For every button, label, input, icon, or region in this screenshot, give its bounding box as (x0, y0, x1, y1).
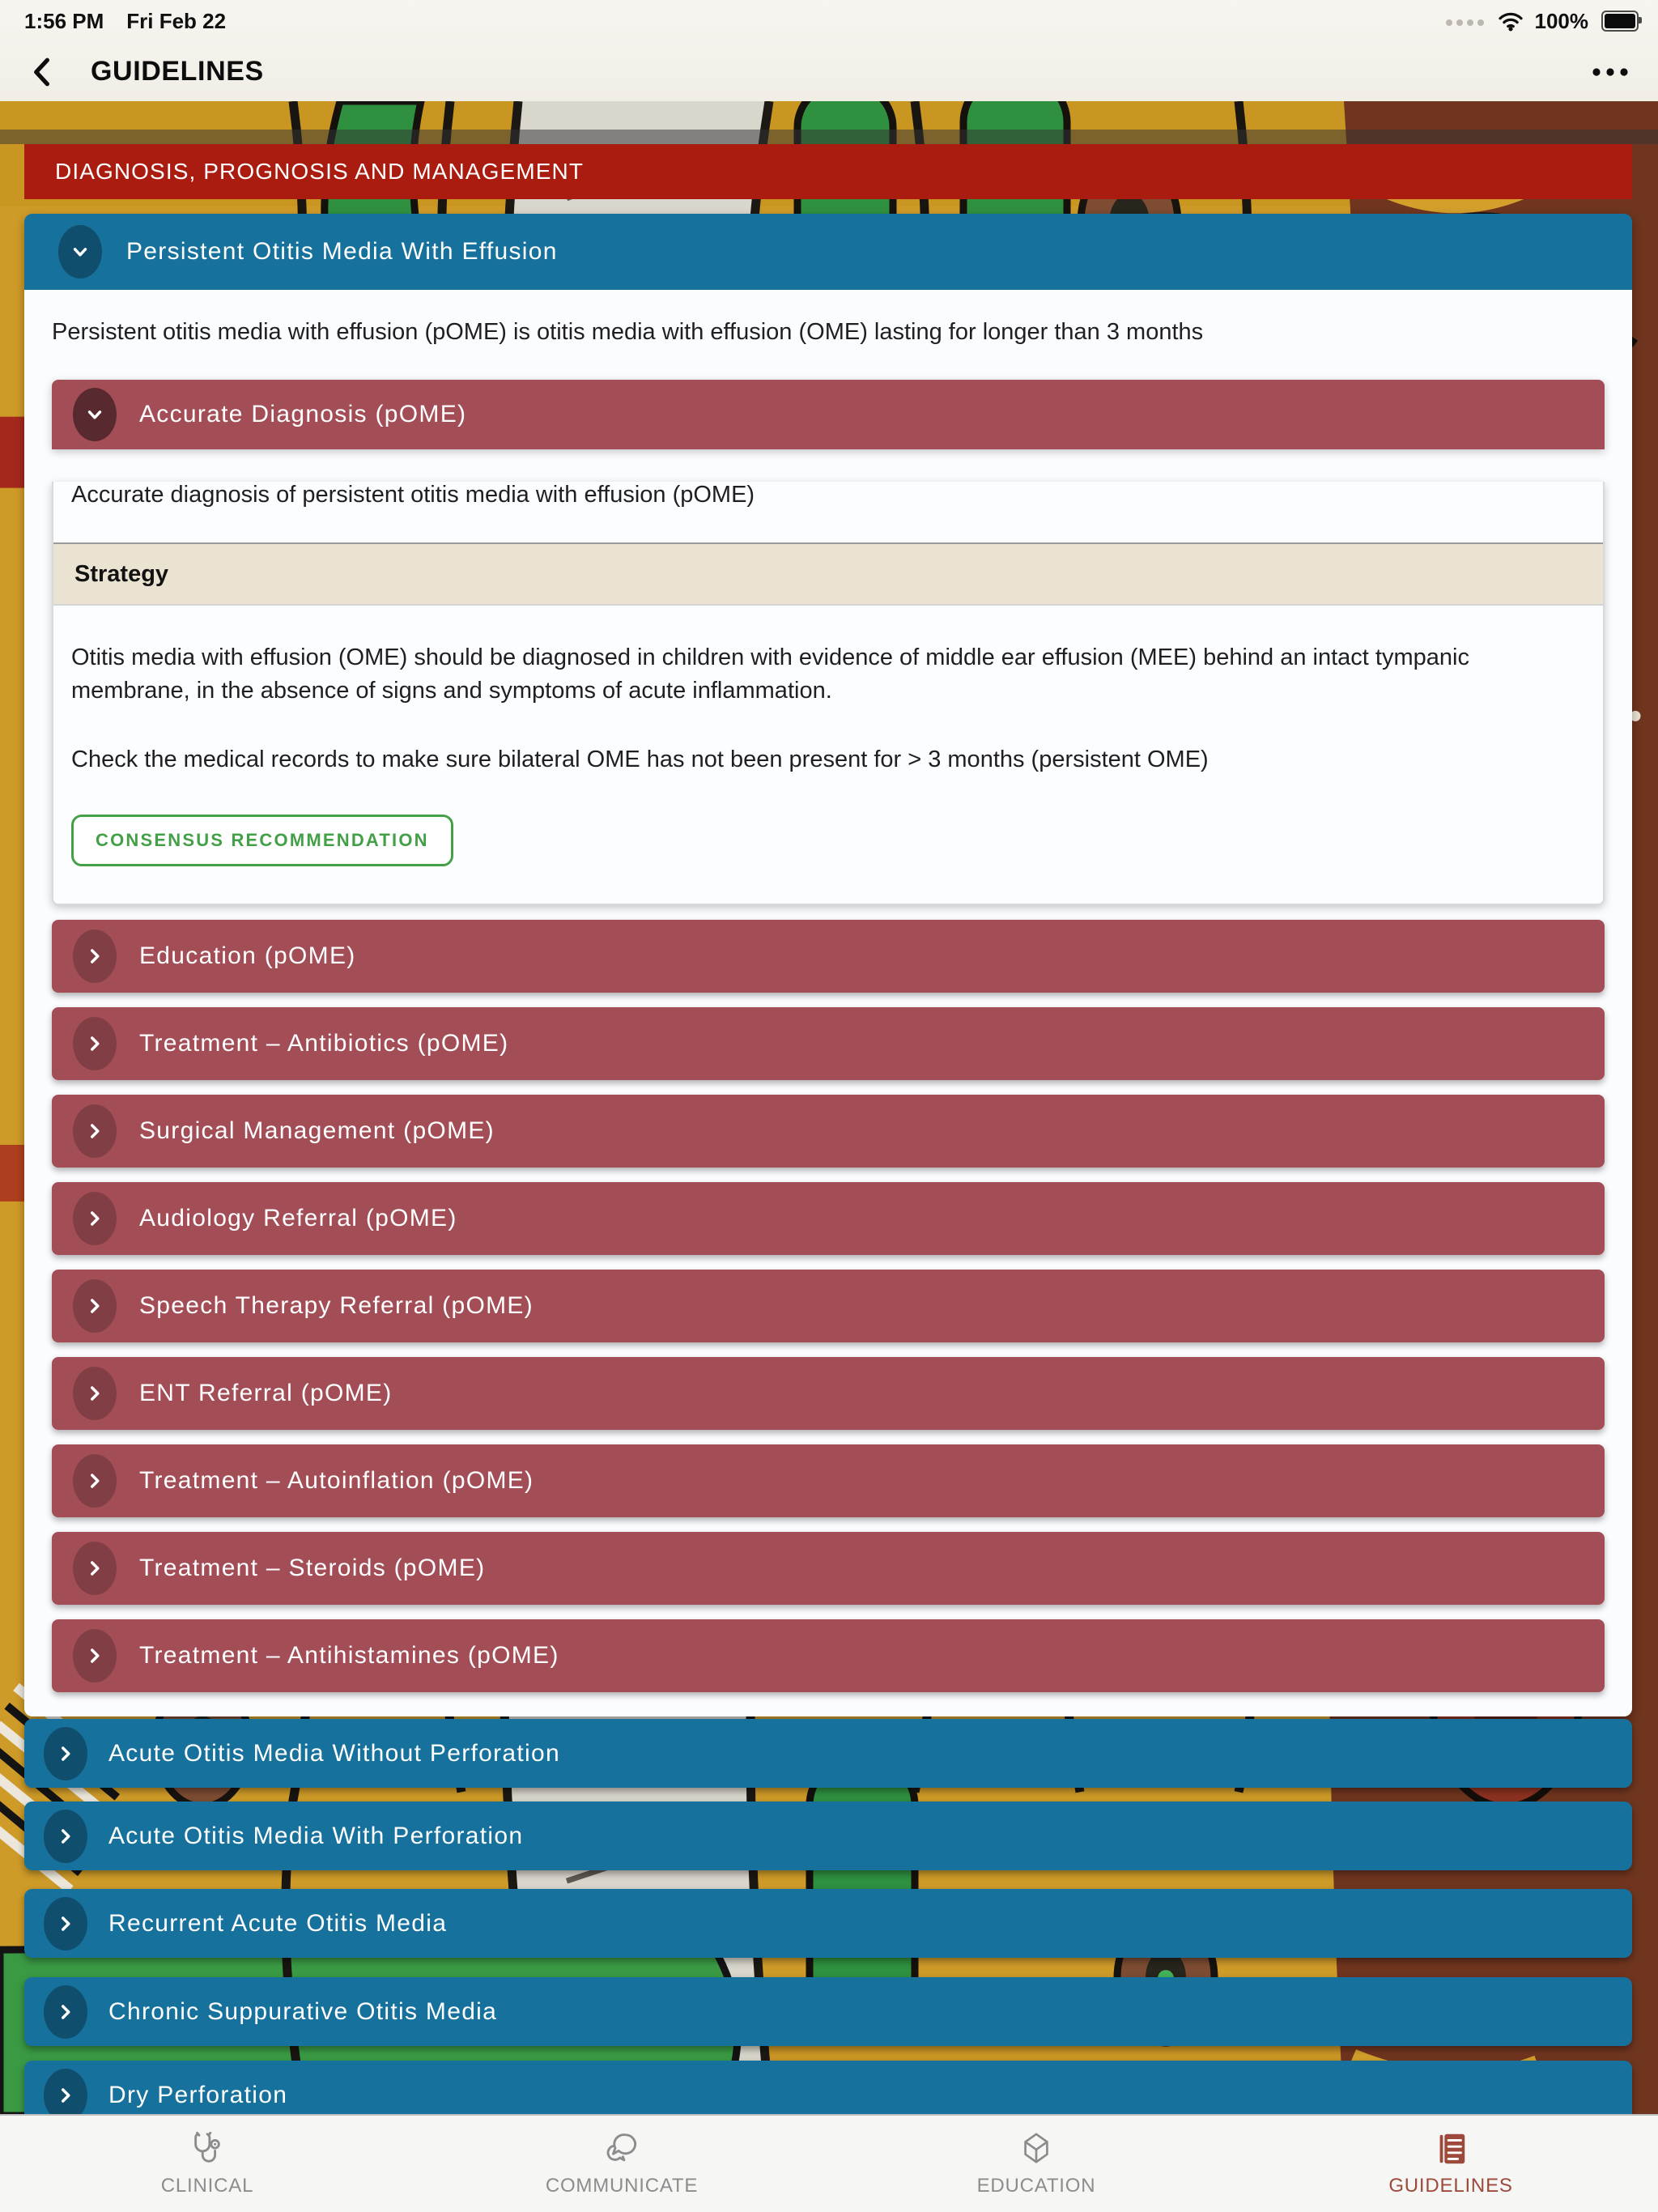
section-label: Acute Otitis Media Without Perforation (108, 1739, 560, 1767)
accordion-label: Audiology Referral (pOME) (139, 1204, 457, 1231)
status-bar (0, 0, 1658, 42)
section-label: Dry Perforation (108, 2081, 288, 2108)
category-banner-title: DIAGNOSIS, PROGNOSIS AND MANAGEMENT (55, 159, 585, 184)
persistent-ome-card (24, 214, 1632, 1716)
battery-icon (1601, 11, 1639, 32)
accordion-content (52, 482, 1605, 905)
accordion-speech-therapy-referral-pome[interactable] (52, 1270, 1605, 1342)
accordion-label: Speech Therapy Referral (pOME) (139, 1291, 534, 1319)
tab-label: GUIDELINES (1388, 2175, 1513, 2197)
strategy-paragraph: Check the medical records to make sure bilateral OME has not been present for > 3 months (persistent OME) (71, 747, 1209, 773)
back-chevron-icon[interactable] (29, 56, 53, 88)
tab-label: CLINICAL (160, 2175, 254, 2197)
section-label: Chronic Suppurative Otitis Media (108, 1997, 498, 2025)
accordion-accurate-diagnosis-header[interactable] (52, 380, 1605, 449)
accordion-title: Accurate Diagnosis (pOME) (139, 401, 467, 428)
navigation-bar (0, 42, 1658, 101)
speech-bubbles-icon (603, 2130, 640, 2167)
tab-clinical[interactable] (0, 2116, 414, 2212)
tab-education[interactable] (829, 2116, 1244, 2212)
section-chronic-suppurative-om[interactable] (24, 1977, 1632, 2046)
header-shadow-band (0, 130, 1658, 144)
chevron-right-icon (73, 1629, 117, 1682)
chevron-right-icon (73, 1104, 117, 1158)
chevron-right-icon (73, 1542, 117, 1595)
tab-label: COMMUNICATE (545, 2175, 699, 2197)
accordion-label: Treatment – Antihistamines (pOME) (139, 1641, 559, 1669)
chevron-right-icon (73, 1192, 117, 1245)
consensus-recommendation-badge[interactable]: CONSENSUS RECOMMENDATION (71, 815, 453, 866)
accordion-label: ENT Referral (pOME) (139, 1379, 393, 1406)
status-date: Fri Feb 22 (126, 8, 227, 33)
document-icon (1432, 2130, 1469, 2167)
section-acute-om-with-perforation[interactable] (24, 1802, 1632, 1870)
section-body (24, 290, 1632, 1716)
section-persistent-ome-header[interactable] (24, 214, 1632, 290)
battery-percentage: 100% (1534, 8, 1588, 33)
more-menu-icon[interactable] (1592, 67, 1629, 77)
accordion-label: Treatment – Autoinflation (pOME) (139, 1466, 534, 1494)
tab-label: EDUCATION (976, 2175, 1096, 2197)
accordion-label: Surgical Management (pOME) (139, 1117, 495, 1144)
chevron-down-icon (73, 388, 117, 441)
bottom-tab-bar (0, 2114, 1658, 2212)
accordion-treatment-steroids-pome[interactable] (52, 1532, 1605, 1605)
section-title: Persistent Otitis Media With Effusion (126, 238, 558, 265)
tab-communicate[interactable] (414, 2116, 829, 2212)
accordion-education-pome[interactable] (52, 920, 1605, 993)
accordion-summary: Accurate diagnosis of persistent otitis media with effusion (pOME) (71, 482, 755, 508)
accordion-surgical-management-pome[interactable] (52, 1095, 1605, 1168)
cube-icon (1018, 2130, 1055, 2167)
wifi-icon (1498, 11, 1524, 32)
chevron-down-icon (58, 225, 102, 279)
accordion-ent-referral-pome[interactable] (52, 1357, 1605, 1430)
strategy-paragraph: Otitis media with effusion (OME) should be diagnosed in children with evidence of middle ear effusion (MEE) behind an intact tympanic membrane, in the absence of signs and symptoms of acute inflammation. (71, 644, 1469, 704)
section-label: Acute Otitis Media With Perforation (108, 1822, 524, 1849)
accordion-label: Treatment – Antibiotics (pOME) (139, 1029, 509, 1057)
section-recurrent-acute-om[interactable] (24, 1889, 1632, 1958)
accordion-label: Treatment – Steroids (pOME) (139, 1554, 486, 1581)
accordion-treatment-antibiotics-pome[interactable] (52, 1007, 1605, 1080)
status-time: 1:56 PM (24, 8, 104, 33)
chevron-right-icon (44, 1810, 87, 1863)
accordion-label: Education (pOME) (139, 942, 356, 969)
category-banner (24, 144, 1632, 199)
section-intro-text: Persistent otitis media with effusion (pOME) is otitis media with effusion (OME) lasting for longer than 3 months (52, 319, 1204, 345)
chevron-right-icon (73, 1367, 117, 1420)
tab-guidelines[interactable] (1244, 2116, 1658, 2212)
page-title: GUIDELINES (91, 56, 264, 87)
chevron-right-icon (44, 1897, 87, 1950)
strategy-heading: Strategy (53, 542, 1603, 606)
stethoscope-icon (189, 2130, 226, 2167)
cellular-dots-icon (1444, 15, 1486, 27)
section-label: Recurrent Acute Otitis Media (108, 1909, 448, 1937)
chevron-right-icon (73, 1279, 117, 1333)
chevron-right-icon (73, 929, 117, 983)
accordion-audiology-referral-pome[interactable] (52, 1182, 1605, 1255)
chevron-right-icon (73, 1454, 117, 1508)
accordion-accurate-diagnosis (52, 380, 1605, 905)
chevron-right-icon (73, 1017, 117, 1070)
chevron-right-icon (44, 1727, 87, 1780)
accordion-treatment-autoinflation-pome[interactable] (52, 1444, 1605, 1517)
section-acute-om-without-perforation[interactable] (24, 1719, 1632, 1788)
chevron-right-icon (44, 1985, 87, 2039)
accordion-treatment-antihistamines-pome[interactable] (52, 1619, 1605, 1692)
